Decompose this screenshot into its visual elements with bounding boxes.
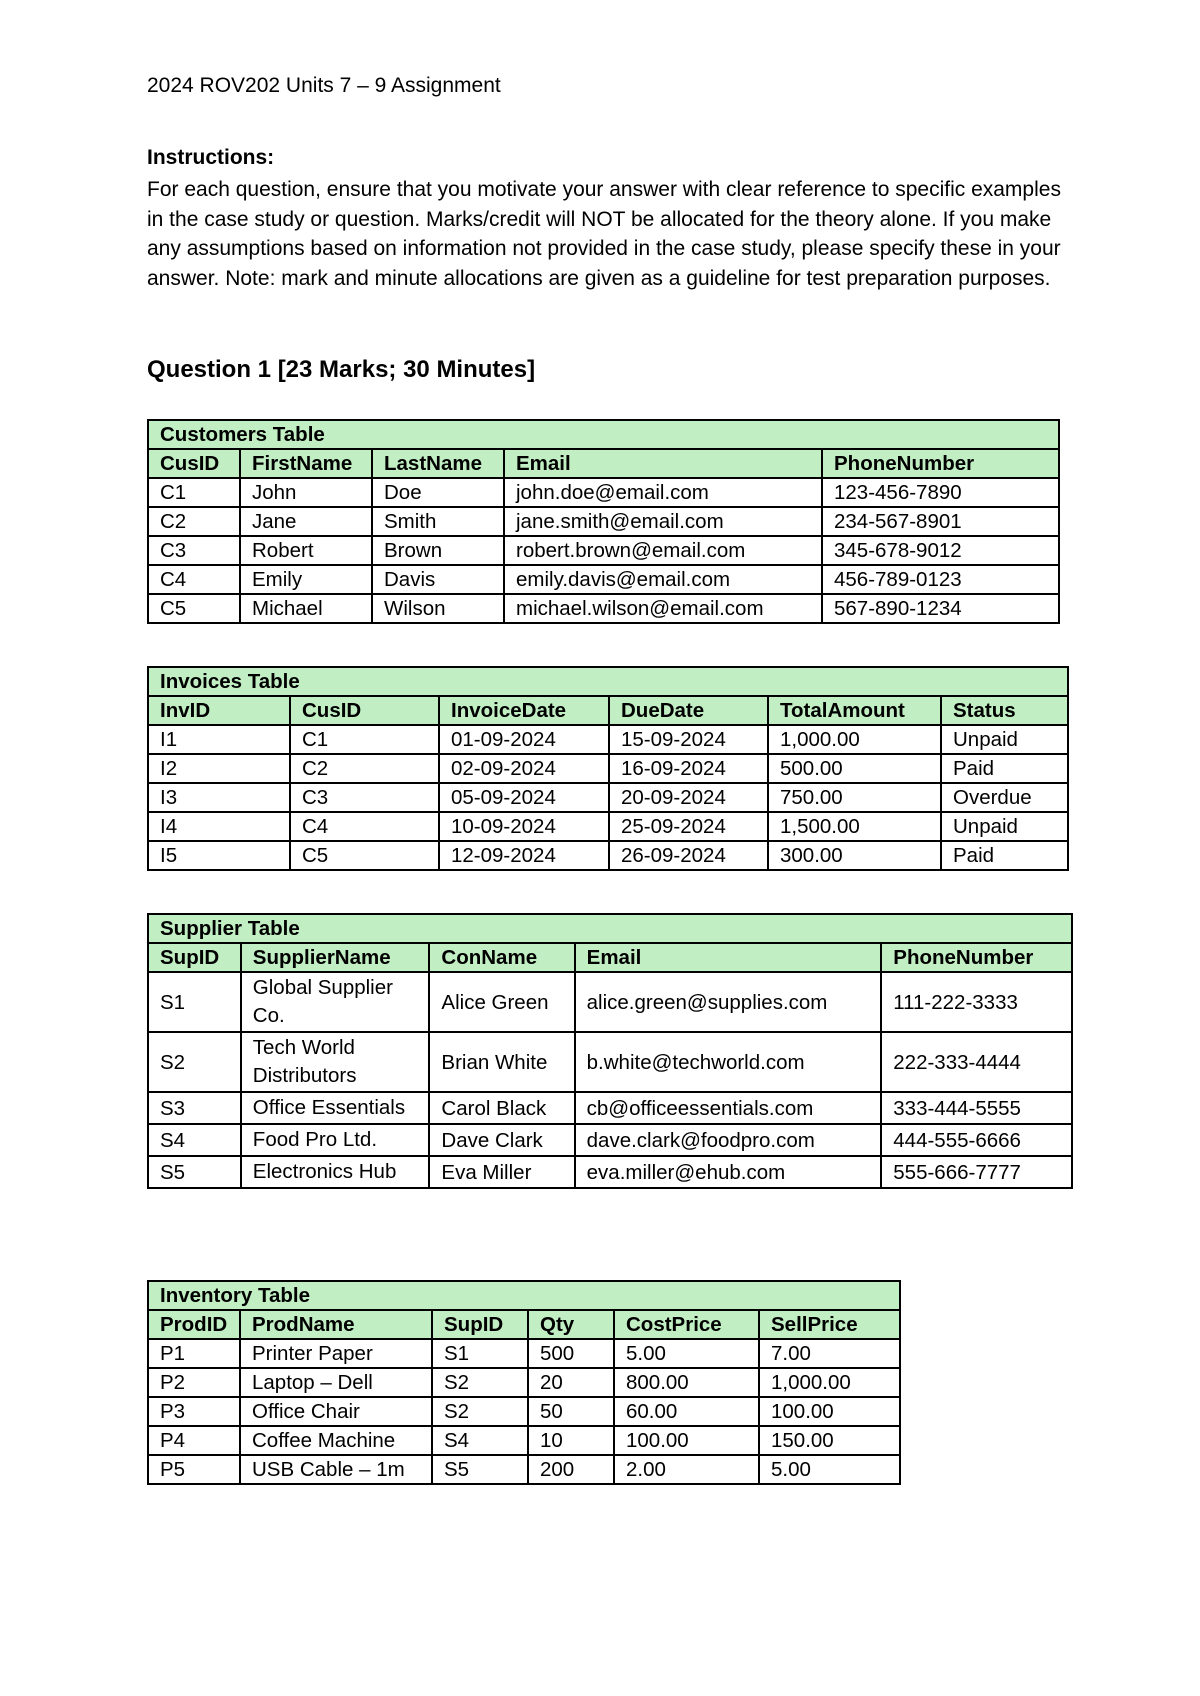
column-header: PhoneNumber <box>822 449 1059 478</box>
table-cell: I1 <box>148 725 290 754</box>
table-cell: 800.00 <box>614 1368 759 1397</box>
table-cell: 555-666-7777 <box>881 1156 1072 1188</box>
inventory-table <box>147 1280 901 1485</box>
table-cell: 1,000.00 <box>759 1368 900 1397</box>
table-cell: b.white@techworld.com <box>575 1032 882 1092</box>
table-cell: Printer Paper <box>240 1339 432 1368</box>
table-cell: Laptop – Dell <box>240 1368 432 1397</box>
table-cell: S2 <box>148 1032 241 1092</box>
table-cell: 150.00 <box>759 1426 900 1455</box>
table-cell: 123-456-7890 <box>822 478 1059 507</box>
table-cell: 10 <box>528 1426 614 1455</box>
table-row <box>148 1156 1072 1188</box>
table-row <box>148 565 1059 594</box>
table-cell: 444-555-6666 <box>881 1124 1072 1156</box>
instructions-label: Instructions: <box>147 146 275 169</box>
column-header: ProdName <box>240 1310 432 1339</box>
table-cell: P2 <box>148 1368 240 1397</box>
table-cell: C4 <box>290 812 439 841</box>
table-cell: 500.00 <box>768 754 941 783</box>
table-cell: 25-09-2024 <box>609 812 768 841</box>
table-cell: 234-567-8901 <box>822 507 1059 536</box>
table-cell: P5 <box>148 1455 240 1484</box>
table-cell: S4 <box>432 1426 528 1455</box>
column-header: TotalAmount <box>768 696 941 725</box>
table-cell: 20 <box>528 1368 614 1397</box>
table-cell: 345-678-9012 <box>822 536 1059 565</box>
table-cell: jane.smith@email.com <box>504 507 822 536</box>
table-cell: eva.miller@ehub.com <box>575 1156 882 1188</box>
table-cell: 7.00 <box>759 1339 900 1368</box>
question-heading: Question 1 [23 Marks; 30 Minutes] <box>147 356 536 383</box>
table-cell: 200 <box>528 1455 614 1484</box>
table-cell: 100.00 <box>759 1397 900 1426</box>
column-header: Status <box>941 696 1068 725</box>
document-header: 2024 ROV202 Units 7 – 9 Assignment <box>147 74 501 97</box>
table-cell: S5 <box>432 1455 528 1484</box>
table-row <box>148 1397 900 1426</box>
table-cell: Office Chair <box>240 1397 432 1426</box>
table-cell: C2 <box>148 507 240 536</box>
table-row <box>148 536 1059 565</box>
table-cell: John <box>240 478 372 507</box>
table-cell: Alice Green <box>429 972 574 1032</box>
table-cell: Office Essentials <box>241 1092 430 1124</box>
table-cell: Smith <box>372 507 504 536</box>
table-cell: Food Pro Ltd. <box>241 1124 430 1156</box>
table-cell: I3 <box>148 783 290 812</box>
table-row <box>148 754 1068 783</box>
table-cell: S5 <box>148 1156 241 1188</box>
table-cell: 456-789-0123 <box>822 565 1059 594</box>
table-cell: emily.davis@email.com <box>504 565 822 594</box>
table-cell: Emily <box>240 565 372 594</box>
column-header: PhoneNumber <box>881 943 1072 972</box>
table-cell: 12-09-2024 <box>439 841 609 870</box>
table-cell: C1 <box>148 478 240 507</box>
column-header: CusID <box>148 449 240 478</box>
table-cell: C5 <box>290 841 439 870</box>
table-cell: Paid <box>941 841 1068 870</box>
table-cell: S2 <box>432 1397 528 1426</box>
table-cell: Brian White <box>429 1032 574 1092</box>
table-cell: 100.00 <box>614 1426 759 1455</box>
table-row <box>148 1092 1072 1124</box>
table-cell: Electronics Hub <box>241 1156 430 1188</box>
table-cell: 333-444-5555 <box>881 1092 1072 1124</box>
column-header: CusID <box>290 696 439 725</box>
table-row <box>148 1339 900 1368</box>
table-cell: john.doe@email.com <box>504 478 822 507</box>
table-cell: S4 <box>148 1124 241 1156</box>
table-cell: Unpaid <box>941 812 1068 841</box>
table-row <box>148 1455 900 1484</box>
table-cell: Coffee Machine <box>240 1426 432 1455</box>
table-row <box>148 1368 900 1397</box>
table-cell: 222-333-4444 <box>881 1032 1072 1092</box>
table-title: Inventory Table <box>148 1281 900 1310</box>
column-header: Email <box>575 943 882 972</box>
table-cell: 05-09-2024 <box>439 783 609 812</box>
column-header: InvID <box>148 696 290 725</box>
table-cell: 20-09-2024 <box>609 783 768 812</box>
table-cell: cb@officeessentials.com <box>575 1092 882 1124</box>
column-header: FirstName <box>240 449 372 478</box>
table-cell: Tech World Distributors <box>241 1032 430 1092</box>
table-cell: 50 <box>528 1397 614 1426</box>
table-cell: 1,500.00 <box>768 812 941 841</box>
table-row <box>148 783 1068 812</box>
table-title: Customers Table <box>148 420 1059 449</box>
column-header: CostPrice <box>614 1310 759 1339</box>
table-cell: C4 <box>148 565 240 594</box>
table-row <box>148 507 1059 536</box>
column-header: SupID <box>148 943 241 972</box>
table-cell: Dave Clark <box>429 1124 574 1156</box>
column-header: Qty <box>528 1310 614 1339</box>
table-cell: Carol Black <box>429 1092 574 1124</box>
column-header: InvoiceDate <box>439 696 609 725</box>
table-cell: Global Supplier Co. <box>241 972 430 1032</box>
column-header: ConName <box>429 943 574 972</box>
table-cell: 26-09-2024 <box>609 841 768 870</box>
table-cell: 750.00 <box>768 783 941 812</box>
table-cell: 02-09-2024 <box>439 754 609 783</box>
column-header: Email <box>504 449 822 478</box>
table-cell: P4 <box>148 1426 240 1455</box>
table-cell: Jane <box>240 507 372 536</box>
column-header: DueDate <box>609 696 768 725</box>
supplier-table <box>147 913 1073 1189</box>
column-header: ProdID <box>148 1310 240 1339</box>
table-cell: I2 <box>148 754 290 783</box>
table-row <box>148 841 1068 870</box>
column-header: SupplierName <box>241 943 430 972</box>
table-row <box>148 972 1072 1032</box>
table-cell: I5 <box>148 841 290 870</box>
column-header: SellPrice <box>759 1310 900 1339</box>
table-row <box>148 725 1068 754</box>
table-cell: 300.00 <box>768 841 941 870</box>
table-cell: 5.00 <box>614 1339 759 1368</box>
table-cell: 111-222-3333 <box>881 972 1072 1032</box>
table-cell: C3 <box>148 536 240 565</box>
table-title: Supplier Table <box>148 914 1072 943</box>
table-row <box>148 1124 1072 1156</box>
table-row <box>148 478 1059 507</box>
table-cell: C2 <box>290 754 439 783</box>
table-cell: C3 <box>290 783 439 812</box>
table-cell: 567-890-1234 <box>822 594 1059 623</box>
table-row <box>148 1426 900 1455</box>
column-header: SupID <box>432 1310 528 1339</box>
table-cell: 01-09-2024 <box>439 725 609 754</box>
table-cell: alice.green@supplies.com <box>575 972 882 1032</box>
table-cell: C1 <box>290 725 439 754</box>
table-cell: Davis <box>372 565 504 594</box>
invoices-table <box>147 666 1069 871</box>
table-cell: P3 <box>148 1397 240 1426</box>
table-cell: Doe <box>372 478 504 507</box>
table-cell: 2.00 <box>614 1455 759 1484</box>
column-header: LastName <box>372 449 504 478</box>
table-cell: 1,000.00 <box>768 725 941 754</box>
table-cell: S2 <box>432 1368 528 1397</box>
table-row <box>148 594 1059 623</box>
table-cell: Michael <box>240 594 372 623</box>
table-cell: 60.00 <box>614 1397 759 1426</box>
table-cell: 15-09-2024 <box>609 725 768 754</box>
instructions-text: For each question, ensure that you motivate your answer with clear reference to specific examples in the case study or question. Marks/credit will NOT be allocated for the theory alone. If you make any assumptions based on information not provided in the case study, please specify these in your answer. Note: mark and minute allocations are given as a guideline for test preparation purposes. <box>147 178 1061 290</box>
table-cell: S1 <box>432 1339 528 1368</box>
table-cell: S1 <box>148 972 241 1032</box>
table-cell: Robert <box>240 536 372 565</box>
table-cell: Eva Miller <box>429 1156 574 1188</box>
table-title: Invoices Table <box>148 667 1068 696</box>
table-cell: robert.brown@email.com <box>504 536 822 565</box>
table-row <box>148 1032 1072 1092</box>
table-cell: Overdue <box>941 783 1068 812</box>
table-cell: Wilson <box>372 594 504 623</box>
table-cell: C5 <box>148 594 240 623</box>
table-cell: 5.00 <box>759 1455 900 1484</box>
table-cell: I4 <box>148 812 290 841</box>
table-cell: USB Cable – 1m <box>240 1455 432 1484</box>
table-cell: Brown <box>372 536 504 565</box>
table-cell: S3 <box>148 1092 241 1124</box>
table-cell: 500 <box>528 1339 614 1368</box>
table-cell: P1 <box>148 1339 240 1368</box>
table-cell: 16-09-2024 <box>609 754 768 783</box>
table-cell: michael.wilson@email.com <box>504 594 822 623</box>
table-cell: 10-09-2024 <box>439 812 609 841</box>
table-cell: Unpaid <box>941 725 1068 754</box>
table-row <box>148 812 1068 841</box>
table-cell: dave.clark@foodpro.com <box>575 1124 882 1156</box>
table-cell: Paid <box>941 754 1068 783</box>
customers-table <box>147 419 1060 624</box>
